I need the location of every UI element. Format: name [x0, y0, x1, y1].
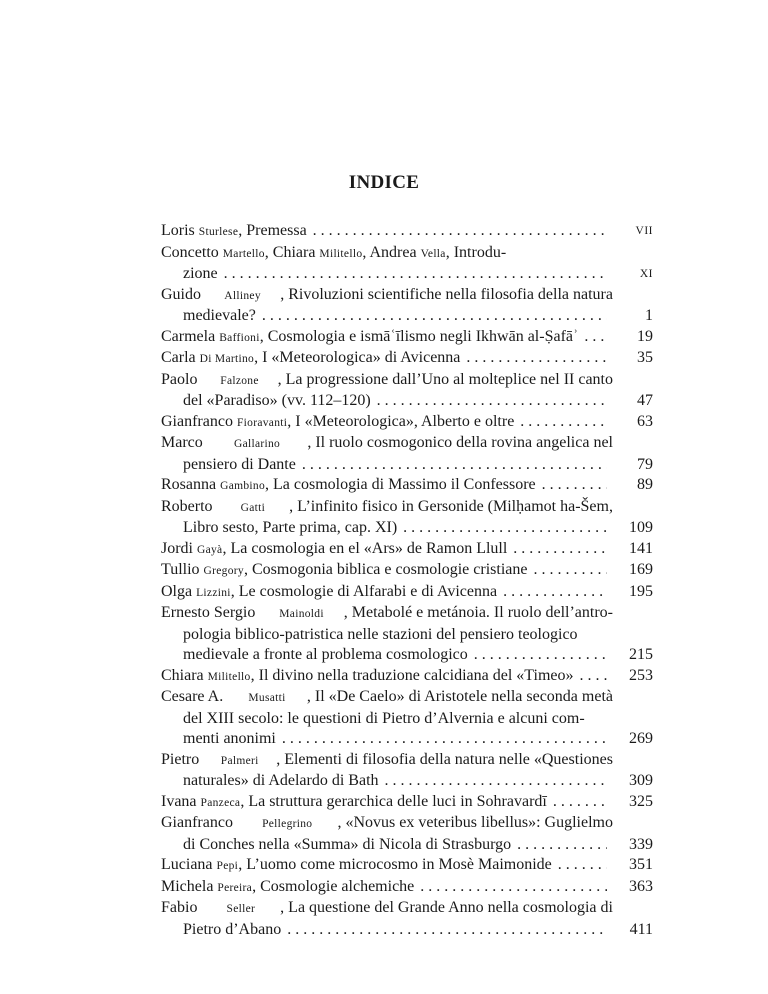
toc-entry[interactable]: [161, 348, 613, 370]
toc-entry-line: [161, 475, 613, 497]
toc-entry[interactable]: [161, 560, 613, 582]
page-number: 325: [629, 792, 653, 810]
author-first-name: Roberto: [161, 497, 217, 515]
toc-entry-line: [161, 645, 613, 666]
page-number: 35: [637, 349, 653, 366]
toc-entry-line: [161, 539, 613, 561]
title-text: Pietro d’Abano: [183, 920, 282, 938]
toc-entry[interactable]: [161, 285, 613, 327]
page-number: VII: [635, 225, 653, 237]
title-text: pologia biblico-patristica nelle stazioni del pensiero teologico: [183, 625, 578, 643]
author-surname: Lizzini: [196, 586, 231, 599]
title-text: medievale a fronte al problema cosmologico: [183, 646, 468, 663]
dot-leader: [420, 877, 607, 898]
dot-leader: [517, 835, 607, 856]
toc-entry-line: [161, 855, 613, 877]
author-first-name: Rosanna: [161, 476, 221, 493]
title-text: , Andrea: [362, 243, 421, 261]
author-surname: Fioravanti: [236, 416, 288, 429]
dot-leader: [513, 539, 607, 560]
dot-leader: [313, 221, 607, 242]
author-surname: Di Martino: [199, 353, 255, 365]
author-surname: Gallarino: [233, 438, 281, 450]
author-first-name: Carla: [161, 349, 200, 366]
page-number: 195: [629, 582, 653, 600]
author-first-name: Jordi: [161, 539, 197, 557]
title-text: , L’uomo come microcosmo in Mosè Maimonide: [238, 856, 552, 873]
author-first-name: Fabio: [161, 899, 202, 916]
author-first-name: Chiara: [161, 666, 208, 684]
title-text: , La progressione dall’Uno al molteplice nel II canto: [277, 370, 613, 388]
page-number: 269: [629, 730, 653, 747]
page-number: 19: [637, 327, 653, 345]
title-text: zione: [183, 265, 218, 282]
dot-leader: [579, 666, 607, 687]
page-number: 411: [629, 920, 653, 938]
author-surname: Militello: [207, 670, 251, 683]
title-text: , «Novus ex veteribus libellus»: Guglielmo: [337, 814, 613, 831]
title-text: naturales» di Adelardo di Bath: [183, 772, 379, 789]
title-text: del XIII secolo: le questioni di Pietro d’Alvernia e alcuni com-: [183, 709, 585, 727]
dot-leader: [584, 327, 607, 348]
toc-entry[interactable]: [161, 898, 613, 940]
title-text: , L’infinito fisico in Gersonide (Milḥamot ha-Šem,: [289, 497, 613, 515]
author-surname: Gatti: [240, 501, 266, 514]
title-text: , Metabolé e metánoia. Il ruolo dell’antro-: [343, 604, 613, 621]
dot-leader: [403, 518, 607, 539]
dot-leader: [474, 645, 607, 666]
author-first-name: Ernesto Sergio: [161, 604, 260, 621]
toc-entry-line: [161, 666, 613, 688]
toc-entry-line: [161, 243, 613, 265]
author-surname: Pepi: [216, 860, 239, 872]
toc-entry[interactable]: [161, 243, 613, 285]
title-text: , Cosmologie alchemiche: [252, 877, 415, 895]
toc-entry-line: [161, 771, 613, 792]
dot-leader: [224, 264, 607, 285]
author-first-name: Gianfranco: [161, 814, 237, 831]
page-number: 79: [637, 455, 653, 473]
toc-entry-line: [161, 285, 613, 307]
author-surname: Alliney: [224, 289, 261, 302]
author-surname: Gambino: [220, 480, 266, 492]
toc-entry[interactable]: [161, 475, 613, 497]
author-surname: Pereira: [217, 881, 253, 894]
title-text: , I «Meteorologica», Alberto e oltre: [287, 412, 515, 430]
dot-leader: [520, 412, 607, 433]
toc-entry-line: [161, 792, 613, 814]
title-text: , La struttura gerarchica delle luci in Sohravardī: [240, 792, 547, 810]
author-first-name: Concetto: [161, 243, 223, 261]
title-text: , La questione del Grande Anno nella cosmologia di: [280, 899, 613, 916]
dot-leader: [503, 582, 607, 603]
dot-leader: [558, 855, 607, 876]
author-surname: Sturlese: [198, 226, 239, 238]
title-text: , Rivoluzioni scientifiche nella filosofia della natura: [280, 285, 613, 303]
toc-entry[interactable]: [161, 687, 613, 750]
author-first-name: Guido: [161, 285, 205, 303]
page-number: 351: [629, 856, 653, 873]
dot-leader: [466, 348, 607, 369]
title-text: ,: [445, 243, 454, 261]
page-number: 63: [637, 412, 653, 430]
title-text: del «Paradiso» (vv. 112–120): [183, 392, 371, 409]
toc-entry-line: [161, 709, 613, 730]
author-surname: Falzone: [220, 374, 259, 387]
toc-entry[interactable]: [161, 370, 613, 412]
author-surname: Palmeri: [220, 754, 259, 767]
title-text: , Elementi di filosofia della natura nelle «Questiones: [276, 750, 613, 768]
title-text: , La cosmologia en el «Ars» de Ramon Llull: [222, 539, 508, 557]
author-first-name: Loris: [161, 222, 199, 239]
toc-entry-line: [161, 348, 613, 370]
table-of-contents: [161, 221, 613, 940]
page-number: 309: [629, 772, 653, 789]
title-text: di Conches nella «Summa» di Nicola di Strasburgo: [183, 835, 512, 853]
author-first-name: Paolo: [161, 370, 202, 388]
author-surname: Musatti: [248, 692, 286, 704]
author-first-name: Michela: [161, 877, 218, 895]
title-text: , Premessa: [238, 222, 307, 239]
toc-entry-line: [161, 370, 613, 392]
toc-entry-line: [161, 497, 613, 519]
toc-entry[interactable]: [161, 603, 613, 666]
title-text: , Il «De Caelo» di Aristotele nella seconda metà: [306, 688, 613, 705]
toc-entry-line: [161, 582, 613, 604]
author-first-name: Olga: [161, 582, 197, 600]
title-text: menti anonimi: [183, 730, 276, 747]
toc-entry[interactable]: [161, 539, 613, 561]
dot-leader: [287, 920, 607, 941]
toc-entry[interactable]: [161, 750, 613, 792]
title-text: , Le cosmologie di Alfarabi e di Avicenna: [230, 582, 498, 600]
toc-entry-line: [161, 813, 613, 835]
toc-entry-line: [161, 877, 613, 899]
toc-entry-line: [161, 391, 613, 412]
toc-entry[interactable]: [161, 855, 613, 877]
title-text: , Cosmogonia biblica e cosmologie cristiane: [243, 561, 528, 578]
page-number: 339: [629, 835, 653, 853]
author-first-name: Luciana: [161, 856, 217, 873]
toc-entry-line: [161, 625, 613, 646]
author-first-name: Marco: [161, 434, 207, 451]
author-surname: Vella: [420, 247, 446, 260]
author-first-name: Gianfranco: [161, 412, 237, 430]
author-first-name: Tullio: [161, 561, 204, 578]
title-text: pensiero di Dante: [183, 455, 296, 473]
toc-entry-line: [161, 306, 613, 327]
author-first-name: Carmela: [161, 327, 220, 345]
toc-entry[interactable]: [161, 877, 613, 899]
toc-entry[interactable]: [161, 327, 613, 349]
author-surname: Gregory: [203, 565, 244, 577]
dot-leader: [553, 792, 607, 813]
toc-entry-line: [161, 603, 613, 625]
author-first-name: Cesare A.: [161, 688, 228, 705]
title-text: medievale?: [183, 307, 256, 324]
title-text: , Il ruolo cosmogonico della rovina angelica nel: [307, 434, 613, 451]
page-number: 169: [629, 561, 653, 578]
title-text: , Chiara: [264, 243, 320, 261]
toc-entry-line: [161, 750, 613, 772]
page-number: 109: [629, 519, 653, 536]
toc-entry-line: [161, 898, 613, 920]
page-number: 215: [629, 646, 653, 663]
page-number: 253: [629, 666, 653, 684]
author-first-name: Pietro: [161, 750, 204, 768]
toc-entry[interactable]: [161, 582, 613, 604]
toc-entry-line: [161, 433, 613, 455]
toc-entry[interactable]: [161, 433, 613, 475]
author-surname: Martello: [222, 247, 265, 260]
toc-entry-line: [161, 455, 613, 476]
title-text: , I «Meteorologica» di Avicenna: [254, 349, 461, 366]
toc-entry[interactable]: [161, 497, 613, 539]
title-text: Libro sesto, Parte prima, cap. XI): [183, 519, 398, 536]
toc-entry[interactable]: [161, 792, 613, 814]
dot-leader: [542, 475, 607, 496]
page-number: 141: [629, 539, 653, 557]
page-number: XI: [639, 268, 653, 280]
title-text: , Il divino nella traduzione calcidiana del «Timeo»: [250, 666, 574, 684]
author-surname: Panzeca: [200, 796, 241, 809]
author-surname: Mainoldi: [279, 608, 324, 620]
dot-leader: [302, 455, 607, 476]
page-number: 1: [645, 307, 653, 324]
dot-leader: [533, 560, 607, 581]
dot-leader: [282, 729, 607, 750]
toc-entry-line: [161, 687, 613, 709]
dot-leader: [377, 391, 607, 412]
page-title: INDICE: [348, 172, 420, 193]
dot-leader: [385, 771, 607, 792]
author-surname: Baffioni: [219, 331, 260, 344]
page-number: 89: [637, 476, 653, 493]
author-first-name: Ivana: [161, 792, 201, 810]
toc-entry[interactable]: [161, 412, 613, 434]
author-surname: Gayà: [197, 543, 223, 556]
page-number: 363: [629, 877, 653, 895]
toc-entry-line: [161, 518, 613, 539]
author-surname: Seller: [226, 903, 256, 915]
toc-entry[interactable]: [161, 813, 613, 855]
title-text: , La cosmologia di Massimo il Confessore: [265, 476, 536, 493]
title-text: Introdu-: [453, 243, 507, 261]
author-surname: Pellegrino: [262, 818, 313, 830]
toc-entry-line: [161, 412, 613, 434]
toc-entry-line: [161, 920, 613, 941]
toc-entry-line: [161, 560, 613, 582]
toc-entry-line: [161, 327, 613, 349]
page-number: 47: [637, 392, 653, 409]
toc-entry[interactable]: [161, 221, 613, 243]
toc-entry[interactable]: [161, 666, 613, 688]
toc-entry-line: [161, 835, 613, 856]
author-surname: Militello: [319, 247, 363, 260]
toc-entry-line: [161, 221, 613, 243]
title-text: , Cosmologia e ismāʿīlismo negli Ikhwān al-Ṣafāʾ: [259, 327, 579, 345]
toc-entry-line: [161, 729, 613, 750]
toc-entry-line: [161, 264, 613, 285]
dot-leader: [262, 306, 607, 327]
